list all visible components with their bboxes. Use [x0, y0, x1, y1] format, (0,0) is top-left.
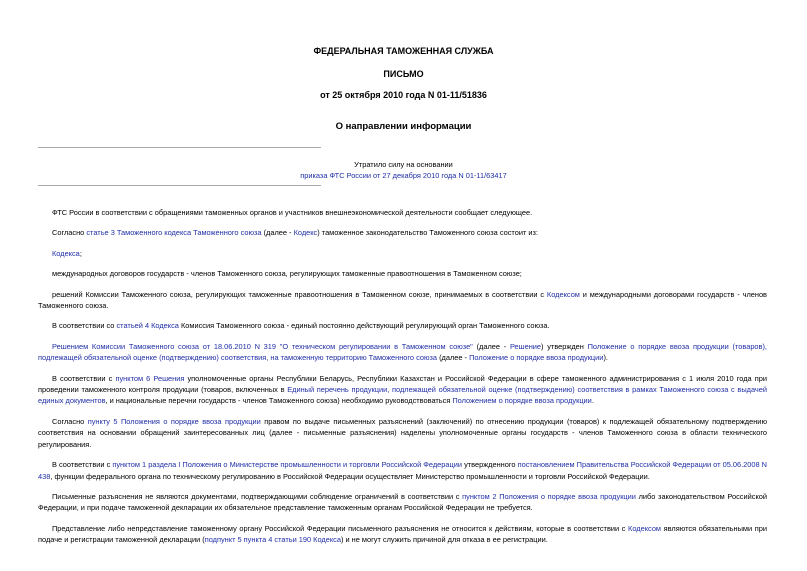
bottom-divider — [38, 185, 321, 186]
paragraph-text: ) и не могут служить причиной для отказа в ее регистрации. — [340, 535, 548, 545]
document-reference-link[interactable]: Кодекса — [52, 248, 80, 258]
body-paragraph — [38, 459, 767, 482]
body-paragraph — [38, 207, 767, 218]
paragraph-text: . — [591, 396, 594, 406]
body-paragraph — [38, 320, 767, 331]
paragraph-text: В соответствии с — [52, 460, 113, 470]
body-paragraph — [38, 491, 767, 514]
paragraph-text: Письменные разъяснения не являются документами, подтверждающими соблюдение ограничений в соответствии с — [52, 491, 463, 501]
paragraph-text: и международными договорами государств - членов Таможенного союза. — [38, 289, 767, 311]
body-paragraph — [38, 341, 767, 364]
document-reference-link[interactable]: пункту 5 Положения о порядке ввоза продукции — [87, 416, 261, 426]
document-reference-link[interactable]: Кодекс — [293, 228, 318, 238]
paragraph-text: либо законодательством Российской Федерации, и при подаче таможенной декларации их обязательное представление таможенным органам Российской Федерации не требуется. — [38, 491, 768, 513]
status-note-line: Утратило силу на основании — [354, 160, 453, 169]
document-reference-link[interactable]: пунктом 2 Положения о порядке ввоза продукции — [462, 491, 636, 501]
paragraph-text: являются обязательными при подаче и регистрации таможенной декларации ( — [38, 523, 767, 545]
paragraph-text: (далее - — [261, 228, 294, 238]
document-reference-link[interactable]: Положение о порядке ввоза продукции (товаров), подлежащей обязательной оценке (подтверждению) соответствия, на таможенную территорию Таможенного союза — [38, 341, 767, 363]
paragraph-text: Комиссия Таможенного союза - единый постоянно действующий регулирующий орган Таможенного союза. — [178, 321, 550, 331]
paragraph-text: ФТС России в соответствии с обращениями таможенных органов и участников внешнеэкономической деятельности сообщает следующее. — [52, 208, 533, 217]
repeal-order-link[interactable]: приказа ФТС России от 27 декабря 2010 года N 01-11/63417 — [300, 171, 507, 180]
paragraph-text: (далее - — [472, 341, 510, 351]
paragraph-text: , функции федерального органа по техническому регулированию в Российской Федерации осуществляет Министерство промышленности и торговли Российской Федерации. — [50, 471, 650, 481]
paragraph-text: Согласно — [52, 416, 88, 426]
document-reference-link[interactable]: статье 3 Таможенного кодекса Таможенного союза — [86, 228, 262, 238]
document-date-number: от 25 октября 2010 года N 01-11/51836 — [320, 90, 487, 100]
document-reference-link[interactable]: Решением Комиссии Таможенного союза от 18.06.2010 N 319 "О техническом регулировании в Таможенном союзе" — [52, 341, 473, 351]
status-note-link-line — [0, 170, 807, 181]
document-type: ПИСЬМО — [383, 69, 424, 79]
body-paragraph — [38, 289, 767, 312]
paragraph-text: ; — [79, 248, 82, 258]
paragraph-text: уполномоченные органы Республики Беларусь, Республики Казахстан и Российской Федерации в сфере таможенного администрирования с 1 июля 2010 года при проведении таможенного контроля продукции (товаров, включенных в — [38, 373, 767, 395]
paragraph-text: В соответствии с — [52, 373, 116, 383]
document-reference-link[interactable]: пунктом 6 Решения — [115, 373, 185, 383]
body-paragraph — [38, 248, 767, 259]
body-paragraph — [38, 268, 767, 279]
document-body — [38, 207, 767, 546]
document-reference-link[interactable]: Единый перечень продукции, подлежащей обязательной оценке (подтверждению) соответствия в рамках Таможенного союза с выдачей единых документов — [38, 385, 767, 406]
document-title: О направлении информации — [335, 121, 472, 132]
body-paragraph — [38, 523, 767, 546]
body-paragraph — [38, 416, 767, 450]
paragraph-text: (далее - — [437, 353, 470, 363]
paragraph-text: ). — [603, 353, 608, 363]
document-reference-link[interactable]: подпункт 5 пункта 4 статьи 190 Кодекса — [204, 535, 341, 545]
paragraph-text: правом по выдаче письменных разъяснений (заключений) по отнесению продукции (товаров) к подлежащей обязательному подтверждению соответствия на основании обращений заинтересованных лиц (далее - письменные разъяснения) наделены уполномоченные органы государств - членов Таможенного союза в области технического регулирования. — [38, 416, 767, 449]
paragraph-text: В соответствии со — [52, 321, 117, 331]
paragraph-text: Представление либо непредставление таможенному органу Российской Федерации письменного разъяснения не относится к действиям, которые в соответствии с — [52, 523, 629, 533]
document-reference-link[interactable]: статьей 4 Кодекса — [116, 321, 179, 331]
document-reference-link[interactable]: Положение о порядке ввоза продукции — [469, 353, 604, 363]
document-reference-link[interactable]: постановлением Правительства Российской Федерации от 05.06.2008 N 438 — [38, 460, 767, 481]
paragraph-text: утвержденного — [462, 460, 518, 470]
document-reference-link[interactable]: Кодексом — [628, 523, 662, 533]
document-reference-link[interactable]: Решение — [509, 341, 542, 351]
paragraph-text: ) утвержден — [541, 341, 588, 351]
paragraph-text: решений Комиссии Таможенного союза, регулирующих таможенные правоотношения в Таможенном союзе, принимаемых в соответствии с — [52, 289, 547, 299]
document-reference-link[interactable]: Кодексом — [546, 289, 580, 299]
document-reference-link[interactable]: пунктом 1 раздела I Положения о Министерстве промышленности и торговли Российской Федерации — [112, 460, 463, 470]
paragraph-text: международных договоров государств - членов Таможенного союза, регулирующих таможенные правоотношения в Таможенном союзе; — [52, 269, 522, 279]
paragraph-text: , и национальные перечни государств - членов Таможенного союза) необходимо руководствоваться — [105, 396, 453, 406]
document-reference-link[interactable]: Положением о порядке ввоза продукции — [452, 396, 592, 406]
top-divider — [38, 147, 321, 148]
body-paragraph — [38, 373, 767, 407]
agency-heading: ФЕДЕРАЛЬНАЯ ТАМОЖЕННАЯ СЛУЖБА — [313, 46, 494, 56]
body-paragraph — [38, 227, 767, 238]
paragraph-text: Согласно — [52, 228, 87, 238]
paragraph-text: ) таможенное законодательство Таможенного союза состоит из: — [317, 228, 538, 238]
